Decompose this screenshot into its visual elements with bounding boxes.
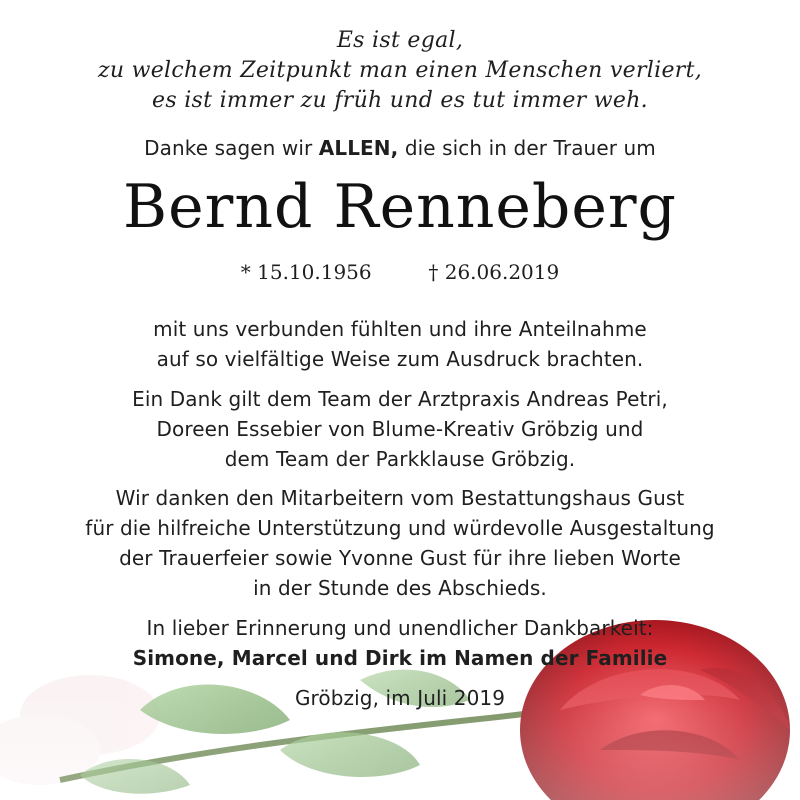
deceased-name: Bernd Renneberg <box>123 172 677 242</box>
paragraph-1-line-2: auf so vielfältige Weise zum Ausdruck brachten. <box>156 347 644 371</box>
thanks-intro-after: die sich in der Trauer um <box>398 136 656 160</box>
paragraph-1-line-1: mit uns verbunden fühlten und ihre Anteilnahme <box>153 317 647 341</box>
family-signature: Simone, Marcel und Dirk im Namen der Familie <box>132 646 668 670</box>
paragraph-3-line-4: in der Stunde des Abschieds. <box>253 576 547 600</box>
closing-line: In lieber Erinnerung und unendlicher Dankbarkeit: <box>146 616 654 640</box>
paragraph-3-line-3: der Trauerfeier sowie Yvonne Gust für ihre lieben Worte <box>119 546 681 570</box>
paragraph-3-line-2: für die hilfreiche Unterstützung und würdevolle Ausgestaltung <box>85 516 715 540</box>
life-dates <box>0 260 800 284</box>
quote-line-3: es ist immer zu früh und es tut immer weh. <box>152 88 648 113</box>
paragraph-2-line-1: Ein Dank gilt dem Team der Arztpraxis Andreas Petri, <box>132 387 668 411</box>
place-and-date: Gröbzig, im Juli 2019 <box>294 686 506 710</box>
quote-line-1: Es ist egal, <box>336 28 464 53</box>
birth-date: * 15.10.1956 <box>240 260 372 284</box>
paragraph-2-line-2: Doreen Essebier von Blume-Kreativ Gröbzig und <box>156 417 644 441</box>
paragraph-3-line-1: Wir danken den Mitarbeitern vom Bestattungshaus Gust <box>115 486 685 510</box>
death-date: † 26.06.2019 <box>428 260 560 284</box>
quote-line-2: zu welchem Zeitpunkt man einen Menschen verliert, <box>97 58 703 83</box>
thanks-intro-emphasis: ALLEN, <box>318 136 399 160</box>
thanks-intro <box>0 136 800 160</box>
paragraph-2-line-3: dem Team der Parkklause Gröbzig. <box>224 447 576 471</box>
thanks-intro-before: Danke sagen wir <box>144 136 319 160</box>
